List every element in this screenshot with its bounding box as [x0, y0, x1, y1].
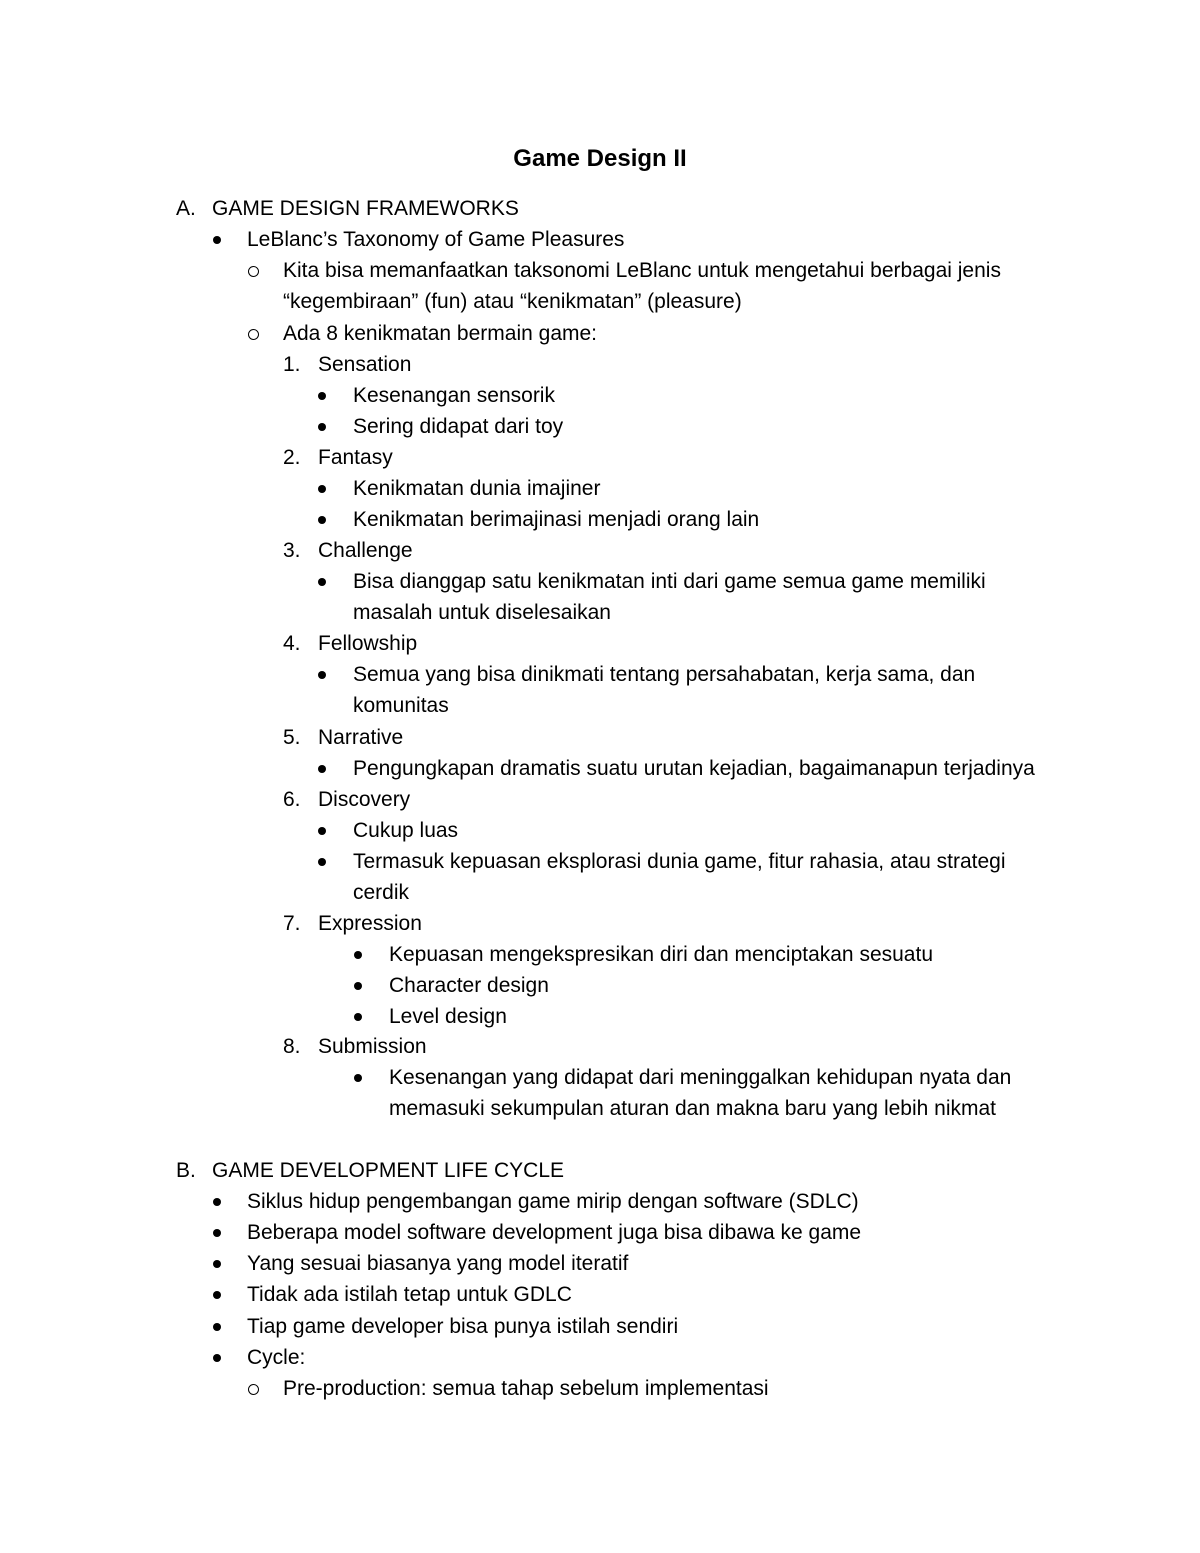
- list-label: Discovery: [318, 788, 411, 811]
- bullet-text: Tiap game developer bisa punya istilah sendiri: [247, 1315, 679, 1338]
- bullet-icon: [213, 1198, 221, 1206]
- list-item-expression: [0, 908, 1200, 939]
- list-point: [0, 753, 1200, 784]
- list-item-challenge: [0, 535, 1200, 566]
- list-label: Expression: [318, 912, 422, 935]
- point-text: Termasuk kepuasan eksplorasi dunia game, fitur rahasia, atau strategi: [353, 850, 1006, 873]
- list-point-cont: [0, 597, 1200, 628]
- section-b-bullet: [0, 1248, 1200, 1279]
- bullet-text: Yang sesuai biasanya yang model iteratif: [247, 1252, 629, 1275]
- point-text: cerdik: [353, 881, 410, 904]
- list-item-sensation: [0, 349, 1200, 380]
- point-text: Semua yang bisa dinikmati tentang persahabatan, kerja sama, dan: [353, 663, 976, 686]
- list-number: 7.: [283, 912, 301, 935]
- sub-bullet-text: Kita bisa memanfaatkan taksonomi LeBlanc untuk mengetahui berbagai jenis: [283, 259, 1001, 282]
- point-text: Sering didapat dari toy: [353, 415, 564, 438]
- section-a-heading: GAME DESIGN FRAMEWORKS: [212, 197, 519, 220]
- bullet-text: LeBlanc’s Taxonomy of Game Pleasures: [247, 228, 625, 251]
- list-label: Sensation: [318, 353, 412, 376]
- point-text: Level design: [389, 1005, 507, 1028]
- list-item-submission: [0, 1031, 1200, 1062]
- section-b-bullet: [0, 1186, 1200, 1217]
- list-point: [0, 815, 1200, 846]
- list-point: [0, 970, 1200, 1001]
- list-number: 4.: [283, 632, 301, 655]
- list-point: [0, 473, 1200, 504]
- bullet-icon: [213, 1229, 221, 1237]
- section-a-sub1-cont: [0, 286, 1200, 317]
- bullet-icon: [318, 858, 326, 866]
- list-number: 5.: [283, 726, 301, 749]
- point-text: Kesenangan yang didapat dari meninggalkan kehidupan nyata dan: [389, 1066, 1012, 1089]
- bullet-icon: [213, 236, 221, 244]
- section-b-heading-line: [0, 1155, 1200, 1186]
- bullet-icon: [354, 951, 362, 959]
- document-title: Game Design II: [513, 145, 687, 172]
- bullet-icon: [318, 671, 326, 679]
- point-text: komunitas: [353, 694, 449, 717]
- section-a-heading-line: [0, 193, 1200, 224]
- point-text: Kesenangan sensorik: [353, 384, 555, 407]
- list-number: 8.: [283, 1035, 301, 1058]
- list-point: [0, 1001, 1200, 1032]
- section-a-bullet: [0, 224, 1200, 255]
- list-number: 3.: [283, 539, 301, 562]
- sub-bullet-text: Pre-production: semua tahap sebelum implementasi: [283, 1377, 769, 1400]
- point-text: Kepuasan mengekspresikan diri dan menciptakan sesuatu: [389, 943, 934, 966]
- circle-bullet-icon: [248, 1384, 259, 1395]
- bullet-icon: [354, 1013, 362, 1021]
- list-point-cont: [0, 1093, 1200, 1124]
- bullet-icon: [213, 1323, 221, 1331]
- bullet-text: Cycle:: [247, 1346, 306, 1369]
- list-point: [0, 846, 1200, 877]
- list-point: [0, 659, 1200, 690]
- list-point: [0, 380, 1200, 411]
- list-number: 1.: [283, 353, 301, 376]
- bullet-icon: [318, 516, 326, 524]
- point-text: Kenikmatan dunia imajiner: [353, 477, 601, 500]
- list-item-narrative: [0, 722, 1200, 753]
- bullet-icon: [318, 827, 326, 835]
- list-label: Challenge: [318, 539, 413, 562]
- point-text: Cukup luas: [353, 819, 459, 842]
- list-point: [0, 566, 1200, 597]
- point-text: Character design: [389, 974, 549, 997]
- list-label: Fantasy: [318, 446, 393, 469]
- bullet-icon: [213, 1291, 221, 1299]
- section-a-marker: A.: [176, 197, 196, 220]
- list-point-cont: [0, 877, 1200, 908]
- list-point: [0, 504, 1200, 535]
- section-b-marker: B.: [176, 1159, 196, 1182]
- list-point: [0, 939, 1200, 970]
- list-point: [0, 1062, 1200, 1093]
- section-b-bullet: [0, 1311, 1200, 1342]
- point-text: masalah untuk diselesaikan: [353, 601, 611, 624]
- circle-bullet-icon: [248, 266, 259, 277]
- list-item-fantasy: [0, 442, 1200, 473]
- list-number: 6.: [283, 788, 301, 811]
- bullet-icon: [318, 392, 326, 400]
- bullet-text: Tidak ada istilah tetap untuk GDLC: [247, 1283, 572, 1306]
- point-text: Kenikmatan berimajinasi menjadi orang lain: [353, 508, 760, 531]
- circle-bullet-icon: [248, 329, 259, 340]
- point-text: Bisa dianggap satu kenikmatan inti dari game semua game memiliki: [353, 570, 986, 593]
- list-point: [0, 411, 1200, 442]
- section-b-bullet: [0, 1217, 1200, 1248]
- bullet-icon: [318, 423, 326, 431]
- list-number: 2.: [283, 446, 301, 469]
- bullet-text: Siklus hidup pengembangan game mirip dengan software (SDLC): [247, 1190, 859, 1213]
- section-b-heading: GAME DEVELOPMENT LIFE CYCLE: [212, 1159, 565, 1182]
- section-b-bullet: [0, 1279, 1200, 1310]
- list-item-fellowship: [0, 628, 1200, 659]
- point-text: Pengungkapan dramatis suatu urutan kejadian, bagaimanapun terjadinya: [353, 757, 1035, 780]
- bullet-icon: [318, 765, 326, 773]
- bullet-icon: [213, 1260, 221, 1268]
- section-b-bullet: [0, 1342, 1200, 1373]
- list-label: Narrative: [318, 726, 404, 749]
- point-text: memasuki sekumpulan aturan dan makna baru yang lebih nikmat: [389, 1097, 997, 1120]
- bullet-icon: [318, 485, 326, 493]
- section-a-sub2: [0, 318, 1200, 349]
- sub-bullet-text: Ada 8 kenikmatan bermain game:: [283, 322, 598, 345]
- list-label: Fellowship: [318, 632, 418, 655]
- bullet-text: Beberapa model software development juga bisa dibawa ke game: [247, 1221, 862, 1244]
- sub-bullet-text: “kegembiraan” (fun) atau “kenikmatan” (pleasure): [283, 290, 742, 313]
- bullet-icon: [354, 1074, 362, 1082]
- section-b-sub: [0, 1373, 1200, 1404]
- list-label: Submission: [318, 1035, 427, 1058]
- bullet-icon: [354, 982, 362, 990]
- bullet-icon: [318, 578, 326, 586]
- bullet-icon: [213, 1354, 221, 1362]
- list-point-cont: [0, 690, 1200, 721]
- section-a-sub1: [0, 255, 1200, 286]
- list-item-discovery: [0, 784, 1200, 815]
